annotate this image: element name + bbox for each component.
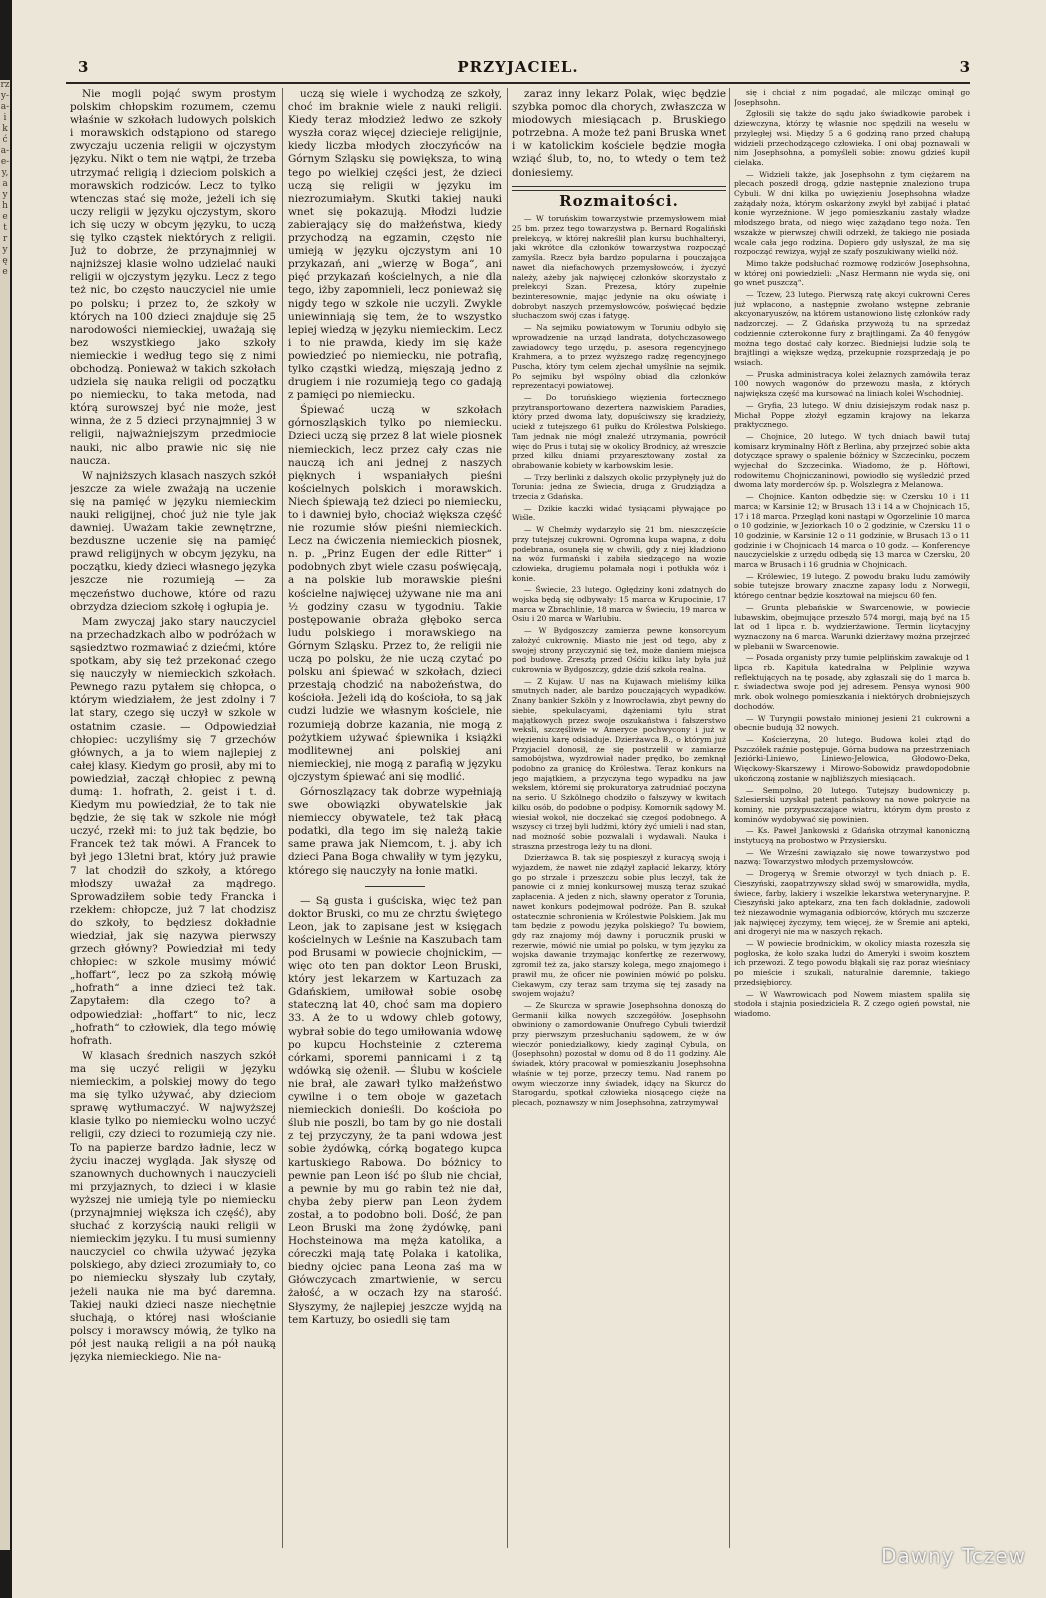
news-item: — Królewiec, 19 lutego. Z powodu braku ludu zamówiły sobie tutejsze browary znaczne zapasy lodu z Norwegii, którego centnar będzie kosztował na miejscu 60 fen. — [734, 571, 970, 601]
news-item: Zgłosili się także do sądu jako świadkowie parobek i dziewczyna, którzy tę własnie noc spędzili na weselu w przyległej wsi. Między 5 a 6 godziną rano przed chałupą widzieli przechodzącego człowieka. I oni obaj poznawali w nim Josephsohna, a pomyśleli sobie: znowu gdzieś kupił cielaka. — [734, 109, 970, 167]
column-1 — [70, 88, 276, 1548]
news-item: — Widzieli także, jak Josephsohn z tym ciężarem na plecach poszedł drogą, gdzie następnie znaleziono trupa Cybuli. W dni kilka po uwięzieniu Josephsohna władze zażądały noża, którym oskarżony zwykł był zabijać i płatać konie wyrzeźnione. W jego pomieszkaniu zastały władze młodszego brata, od niego więc zażądano tego noża. Ten wszakże w pierwszej chwili odrzekł, że takiego nie posiada wcale cała jego rodzina. Dopiero gdy usłyszał, że ma się rozpocząć rewizya, wyjął ze szafy poszukiwany wielki nóż. — [734, 169, 970, 257]
article-paragraph: Mam zwyczaj jako stary nauczyciel na przechadzkach albo w podróżach w sąsiedztwo rozmawiać z dziećmi, które spotkam, aby się też przekonać czego się nauczyły w niemieckich szkołach. Pewnego razu pytałem się chłopca, o którym wiedziałem, że jest zdolny i 7 lat stary, czego się uczył w szkole w ostatnim czasie. — Odpowiedział chłopiec: uczyliśmy się 7 grzechów głównych, a ja to wiem najlepiej z całej klasy. Kiedym go prosił, aby mi to powiedział, zaczął chłopiec z pewną dumą: 1. hofrath, 2. geist i t. d. Kiedym mu powiedział, że to tak nie będzie, że się tak w szkole nie mógł uczyć, rzekł mi: to już tak będzie, bo Francek też tak mówi. A Francek to był jego 13letni brat, który już prawie 7 lat chodził do szkoły, a którego młodszy uważał za mądrego. Sprowadziłem sobie tedy Francka i rzekłem: chłopcze, już 7 lat chodzisz do szkoły, to będziesz dokładnie wiedział, jak się nazywa pierwszy grzech główny? Powiedział mi tedy chłopiec: w szkole musimy mówić „hoffart“, lecz po za szkołą mówię „hofrath“ a inne dzieci też tak. Zapytałem: dla czego to? a odpowiedział: „hoffart“ to nic, lecz „hofrath“ to człowiek, dla tego mówię hofrath. — [70, 615, 276, 1047]
news-item: — We Wrześni zawiązało się nowe towarzystwo pod nazwą: Towarzystwo młodych przemysłowców. — [734, 847, 970, 867]
news-item: — Posada organisty przy tumie pelplińskim zawakuje od 1 lipca rb. Kapituła katedralna w Pelplinie wzywa reflektujących na tę posadę, aby zgłaszali się do 1 marca b. r. świadectwa swoje pod jej adresem. Pensya wynosi 900 mrk. obok wolnego pomieszkania i niektórych drobniejszych dochodów. — [734, 653, 970, 711]
column-divider — [729, 88, 730, 1548]
page-header — [66, 58, 970, 80]
news-item: — Chojnice, 20 lutego. W tych dniach bawił tutaj komisarz kryminalny Höft z Berlina, aby przejrzeć sobie akta dotyczące sprawy o spalenie bóżnicy w Szczecinku, poczem wyjechał do Szczecinka. Wiadomo, że p. Höftowi, rodowitemu Chojniczaninowi, powiodło się wyśledzić przed dwoma laty morderców śp. p. Wolszlegra z Melanowa. — [734, 431, 970, 490]
news-item: — Na sejmiku powiatowym w Toruniu odbyło się wprowadzenie na urząd landrata, dotychczasowego zawiadowcy tego urzędu, p. asesora regencyjnego Krahmera, a to przez wyższego radzę regencyjnego Puscha, który tym celem zjechał umyślnie na sejmik. Po sejmiku był wspólny obiad dla członków reprezentacyi powiatowej. — [512, 323, 726, 391]
news-item: się i chciał z nim pogadać, ale milcząc ominął go Josephsohn. — [734, 88, 970, 107]
column-3 — [512, 88, 726, 1548]
news-item: — Do toruńskiego więzienia fortecznego przytransportowano dezertera nazwiskiem Paradies, który przed dwoma laty, dopuściwszy się kradzieży, uciekł z tutejszego 61 pułku do Królestwa Polskiego. Tam jednak nie mógł znaleźć utrzymania, powrócił więc do Prus i tutaj się w okolicy Brodnicy, aż wreszcie przed kilku dniami przyaresztowany został za obrabowanie kobiety w karbowskim lesie. — [512, 393, 726, 470]
section-rule — [512, 186, 726, 191]
news-item: — Trzy berlinki z dalszych okolic przypłynęły już do Torunia: jedna ze Świecia, druga z Grudziądza a trzecia z Gdańska. — [512, 472, 726, 502]
news-item: — W Turyngii powstało minionej jesieni 21 cukrowni a obecnie budują 32 nowych. — [734, 713, 970, 733]
news-item: — Są gusta i guściska, więc też pan doktor Bruski, co mu ze chrztu świętego Leon, jak to zapisane jest w księgach kościelnych w Leśnie na Kaszubach tam pod Brusami w powiecie chojnickim, — więc oto ten pan doktor Leon Bruski, który jest lekarzem w Kartuzach za Gdańskiem, umiłował sobie osobę stateczną lat 40, choć sam ma dopiero 33. A że to u wdowy chleb gotowy, wybrał sobie do tego umiłowania wdowę po kupcu Hochsteinie z czterema córkami, sporemi pannicami i z tą wdówką się ożenił. — Ślubu w kościele nie brał, ale zawarł tylko małżeństwo cywilne i o tem oboje w gazetach niemieckich donieśli. Do kościoła po ślub nie poszli, bo tam by go nie dostali z tej przyczyny, że ta pani wdowa jest sobie żydówką, córką bogatego kupca kartuskiego Rabowa. Do bóżnicy to pewnie pan Leon iść po ślub nie chciał, a pewnie by mu go rabin też nie dał, chyba żeby pierw pan Leon żydem został, a to podobno boli. Dość, że pan Leon Bruski ma żonę żydówkę, pani Hochsteinowa ma męża katolika, a córeczki mają tatę Polaka i katolika, biedny ojciec pana Leona zaś ma w Główczycach zmartwienie, w sercu żałość, a w oczach łzy na starość. Słyszymy, że najlepiej jeszcze wyjdą na tem Kartuzy, bo osiedli się tam — [288, 894, 502, 1326]
article-paragraph: Śpiewać uczą w szkołach górnoszląskich tylko po niemiecku. Dzieci uczą się przez 8 lat wiele piosnek niemieckich, lecz przez cały czas nie nauczą ich ani jednej z naszych pięknych i wspaniałych pieśni kościelnych polskich i morawskich. Niech śpiewają też dzieci po niemiecku, to i dawniej było, chociaż większa część nie rozumie słów pieśni niemieckich. Lecz na ćwiczenia niemieckich piosnek, n. p. „Prinz Eugen der edle Ritter“ i podobnych zbyt wiele czasu poświęcają, a na polskie lub morawskie pieśni kościelne najwięcej używane nie ma ani ½ godziny czasu w tygodniu. Takie postępowanie obraża głęboko serca ludu polskiego i morawskiego na Górnym Szląsku. Przez to, że religii nie uczą po polsku, że nie uczą czytać po polsku ani śpiewać w szkołach, dzieci przestają chodzić na nabożeństwa, do kościoła. Jeżeli idą do kościoła, to są jak cudzi ludzie we własnym kościele, nie rozumieją dobrze kazania, nie mogą z pożytkiem używać śpiewnika i książki modlitewnej ani polskiej ani niemieckiej, nie mogą z parafią w języku ojczystym śpiewać ani się modlić. — [288, 404, 502, 783]
news-item: — W Wawrowicach pod Nowem miastem spaliła się stodoła i stajnia posiedziciela R. Z czego ogień powstał, nie wiadomo. — [734, 989, 970, 1018]
section-title: Rozmaitości. — [559, 191, 679, 210]
news-item: — W toruńskim towarzystwie przemysłowem miał 25 bm. przez tego towarzystwa p. Bernard Rogaliński prelekcyą, w której nakreślił plan kursu buchhalteryi, jaki wkrótce dla członków towarzystwa rozpocząć zamyśla. Rzecz była bardzo popularna i pouczająca nawet dla niefachowych przemysłowców, i życzyć należy, ażeby jak najwięcej członków skorzystało z prelekcyi Szan. Prezesa, który zupełnie bezinteresownie, mając jedynie na oku oświatę i dobrobyt naszych przemysłowców, poświęcać będzie słuchaczom swój czas i fatygę. — [512, 214, 726, 321]
news-item: — Gryfia, 23 lutego. W dniu dzisiejszym rodak nasz p. Michał Poppe złożył egzamin krajowy na lekarza praktycznego. — [734, 400, 970, 430]
column-4 — [734, 88, 970, 1548]
news-item: — W Bydgoszczy zamierza pewne konsorcyum założyć cukrownię. Miasto nie jest od tego, aby z swojej strony przyczynić się też, może daniem miejsca pod budowę. Zresztą przed Ośćiu kilku laty była już cukrownia w Bydgoszczy, gdzie dziś szkoła realna. — [512, 626, 726, 674]
news-item: Dzierżawca B. tak się pospieszył z kuracyą swoją i wyjazdem, że nawet nie zdążył zapłacić lekarzy, który go po strzale i przeszczu sobie plus leczył, tak że panowie ci z mniej konkursowej muszą teraz szukać zapłacenia. A jeden z nich, sławny operator z Torunia, nawet konkurs podejmował podróże. Pan B. szukał ostatecznie schronienia w Królestwie Polskiem. Jak mu tam będzie z powodu języka polskiego? Tu bowiem, gdy raz znajomy mój dawny i porucznik pruski w rezerwie, mówić nie umiał po polsku, w tym języku za wojska dawanie trzymając konfertkę ze rezerwowy, zgromił też za, jako starszy kolega, mego znajomego i prawił mu, że oficer nie powinien mówić po polsku. Ciekawym, czy teraz sam trzyma się tej zasady na swojem wojażu? — [512, 853, 726, 999]
previous-page-edge: rz y- a- i k ć a- e- y, a y h e t r y ę e — [0, 80, 10, 1550]
news-item: — Drogeryą w Śremie otworzył w tych dniach p. E. Cieszyński, zaopatrzywszy skład swój w smarowidła, mydła, świece, farby, lakiery i wszelkie lekarstwa weterynaryjne. P. Cieszyński jako aptekarz, zna ten fach dokładnie, zadowoli też niezawodnie wymagania odbiorców, których mu szczerze jak najwięcej życzymy, tem więcej, że w Śremie ani apteki, ani drogeryi nie ma w naszych rękach. — [734, 869, 970, 937]
news-item: — Kościerzyna, 20 lutego. Budowa kolei ztąd do Pszczółek raźnie postępuje. Górna budowa na przestrzeniach Jeziórki-Liniewo, Liniewo-Jelowica, Głodowo-Deka, Więckowy-Skarszewy i Mirowo-Sobowidz prawdopodobnie ukończoną zostanie w najbliższych miesiącach. — [734, 735, 970, 783]
news-item: — Ze Skurcza w sprawie Josephsohna donoszą do Germanii kilka nowych szczegółów. Josephsohn obwiniony o zamordowanie Onufrego Cybuli twierdził przy pierwszym przesłuchaniu sądowem, że w ów wieczór poniedziałkowy, kiedy zaginął Cybula, on (Josephsohn) pozostał w domu od 8 do 11 godziny. Ale świadek, który pracował w pomieszkaniu Josephsohna właśnie w tej porze, przeczy temu. Nad ranem po owym wieczorze inny świadek, idący na Skurcz do Starogardu, spotkał człowieka niosącego cięże na plecach, poznawszy w nim Josephsohna, zatrzymywał — [512, 1000, 726, 1107]
article-paragraph: zaraz inny lekarz Polak, więc będzie szybka pomoc dla chorych, zwłaszcza w miodowych miesiącach p. Bruskiego potrzebna. A może też pani Bruska wnet i w katolickim kościele będzie mogła wziąć ślub, to, no, to wtedy o tem też doniesiemy. — [512, 88, 726, 179]
news-item: — Tczew, 23 lutego. Pierwszą ratę akcyi cukrowni Ceres już wpłacono, a następnie zwołano wstępne zebranie akcyonaryuszów, na którem ustanowiono listę członków rady nadzorczej. — Z Gdańska przywożą tu na sprzedaż codziennie czterokonne fury z brajtlingami. Za 40 fenygów można tego dostać cały korzec. Biedniejsi ludzie solą te brajtlingi a większe wędzą, przekupnie rozsprzedają je po wsiach. — [734, 290, 970, 367]
news-item: Mimo także podsłuchać rozmowę rodziców Josephsohna, w której oni powiedzieli: „Nasz Hermann nie wyda się, oni go wnet puszczą“. — [734, 258, 970, 288]
news-item: — W powiecie brodnickim, w okolicy miasta rozeszła się pogłoska, że koło szaka ludzi do Ameryki i swoim kosztem ich przewozi. Z tego powodu błąkali się raz poraz wieśniacy po mieście i szukali, naturalnie daremnie, takiego przedsiębiorcy. — [734, 939, 970, 987]
column-2 — [288, 88, 502, 1548]
watermark: Dawny Tczew — [881, 1544, 1026, 1568]
page-number-right: 3 — [959, 58, 970, 76]
column-divider — [282, 88, 283, 1548]
news-item: — Ks. Paweł Jankowski z Gdańska otrzymał kanoniczną instytucyą na probostwo w Przysiersku. — [734, 826, 970, 846]
news-item: — Sempolno, 20 lutego. Tutejszy budowniczy p. Szlesierski uzyskał patent pańskowy na nowe pokrycie na kominy, nie przypuszczające wiatru, którym dym prosto z kominów wydobywać się powinien. — [734, 785, 970, 824]
page-gutter — [0, 0, 12, 1598]
news-item: — W Chełmży wydarzyło się 21 bm. nieszczęście przy tutejszej cukrowni. Ogromna kupa wapna, z dołu podebrana, osunęła się w chwili, gdy z niej kładziono na wóz furmański i zabiła siedzącego na wozie człowieka, drugiemu połamała nogi i potłukła wóz i konie. — [512, 525, 726, 583]
article-paragraph: Górnoszlązacy tak dobrze wypełniają swe obowiązki obywatelskie jak niemieccy obywatele, też tak płacą podatki, dla tego im się należą takie same prawa jak Niemcom, t. j. aby ich dzieci Pana Boga chwaliły w tym języku, którego się nauczyły na łonie matki. — [288, 785, 502, 877]
article-paragraph: W klasach średnich naszych szkół ma się uczyć religii w języku niemieckim, a polskiej mowy do tego ma się tylko używać, aby dzieciom sprawę wytłumaczyć. W najwyższej klasie tylko po niemiecku wolno uczyć religii, czy dzieci to rozumieją czy nie. To na papierze bardzo ładnie, lecz w życiu inaczej wygląda. Jak słyszę od szanownych duchownych i nauczycieli mi przyjaznych, to dzieci i w klasie wyższej nie umieją tyle po niemiecku (przynajmniej większa ich część), aby słuchać z korzyścią nauki religii w niemieckim języku. I tu musi sumienny nauczyciel co chwila używać języka polskiego, aby dzieci zrozumiały to, co po niemiecku słyszały lub czytały, jeżeli nauka nie ma być daremna. Takiej nauki dzieci nasze niechętnie słuchają, o której nasi włościanie polscy i morawscy mówią, że tylko na pół jest nauką religii a na pół nauką języka niemieckiego. Nie na- — [70, 1049, 276, 1363]
header-rule — [66, 82, 970, 84]
news-item: — Pruska administracya kolei żelaznych zamówiła teraz 100 nowych wagonów do przewozu masła, z których największa część ma kursować na liniach kolei Wschodniej. — [734, 369, 970, 399]
news-item: — Chojnice. Kanton odbędzie się: w Czersku 10 i 11 marca; w Karsinie 12; w Brusach 13 i 14 a w Chojnicach 15, 17 i 18 marca. Przegląd koni nastąpi w Ogorzelinie 10 marca o 10 godzinie, w Jeziorkach 10 o 2 godzinie, w Czersku 11 o 10 godzinie, w Karsinie 12 o 11 godzinie, w Brusach 13 o 11 godzinie i w Chojnicach 14 marca o 10 godz. — Konferencye nauczycielskie z urzędu odbędą się 13 marca w Czersku, 20 marca w Brusach i 16 grudnia w Chojnicach. — [734, 492, 970, 570]
news-item: — Grunta plebańskie w Swarcenowie, w powiecie lubawskim, obejmujące przeszło 574 morgi, mają być na 15 lat od 1 lipca r. b. wydzierżawione. Termin licytacyjny wyznaczony na 6 marca. Warunki dzierżawy można przejrzeć w plebanii w Swarcenowie. — [734, 602, 970, 651]
news-item: — Świecie, 23 lutego. Ogłędziny koni zdatnych do wojska będą się odbywały: 15 marca w Krupocinie, 17 marca w Zbrachlinie, 18 marca w Świeciu, 19 marca w Osiu i 20 marca w Warlubiu. — [512, 585, 726, 624]
news-item: — Dzikie kaczki widać tysiącami pływające po Wiśle. — [512, 503, 726, 523]
column-divider — [507, 88, 508, 1548]
newspaper-title: PRZYJACIEL. — [457, 58, 579, 76]
separator-rule — [365, 886, 425, 887]
article-paragraph: uczą się wiele i wychodzą ze szkoły, choć im braknie wiele z nauki religii. Kiedy teraz młodzież ledwo ze szkoły wyszła coraz więcej dziecieje religijnie, kiedy liczba młodych złoczyńców na Górnym Szląsku się powiększa, to winą tego po wielkiej części jest, że dzieci uczą się religii w języku im niezrozumiałym. Skutki takiej nauki wnet się pokazują. Młodzi ludzie zabierający się do małżeństwa, kiedy przychodzą na egzamin, często nie umieją w języku ojczystym ani 10 przykazań, ani „wierzę w Boga“, ani pięć przykazań kościelnych, a nie dla tego, iżby zapomnieli, lecz ponieważ się nigdy tego w szkole nie uczyli. Zwykle uniewinniają się tem, że to wszystko lepiej wiedzą w języku niemieckim. Lecz i to nie prawda, kiedy im się każe powiedzieć po niemiecku, nie potrafią, tylko cząstki wiedzą, mięszają jedno z drugiem i nie rozumieją tego co gadają z pamięci po niemiecku. — [288, 88, 502, 402]
article-paragraph: W najniższych klasach naszych szkół jeszcze za wiele zważają na uczenie się na pamięć w języku niemieckim nauki religijnej, choć już nie tyle jak dawniej. Uważam takie zewnętrzne, bezduszne uczenie się na pamięć prawd religijnych w obcym języku, na początku, kiedy dzieci własnego języka jeszcze nie rozumieją — za męczeństwo duchowe, które od razu obrzydza dzieciom szkołę i ogłupia je. — [70, 469, 276, 613]
news-item: — Z Kujaw. U nas na Kujawach mieliśmy kilka smutnych nader, ale bardzo pouczających wypadków. Znany bankier Szköln y z Inowrocławia, zbyt pewny do siebie, spekulacyami, dążeniami tylu strat majątkowych przez swoje oszukaństwa i fałszerstwo weksli, szczęśliwie w Ameryce pochwycony i już w więzieniu karę odsiaduje. Dzierżawca B., o którym już Przyjaciel donosił, że się postrzelił w zamiarze samobójstwa, wyzdrowiał nader prędko, bo zemknął podobno za granicę do Królestwa. Teraz konkurs na jego majątkiem, a przyczyna tego wypadku na jaw wekslem, któremi się prokuratorya zatrudniać poczyna na serio. U Szkölnego chodziło o fałszywy w kwitach kilku osób, do podobne o podpisy. Komornik sądowy M. wiesiał wokoł, nie doczekać się czegoś podobnego. A wszyscy ci trzej byli ludźmi, który żyć umieli i nad stan, nad możność sobie pozwalali i wydawali. Nauka i straszna przestroga leży tu na dłoni. — [512, 676, 726, 851]
page-number-left: 3 — [78, 58, 89, 76]
article-paragraph: Nie mogli pojąć swym prostym polskim chłopskim rozumem, czemu właśnie w szkołach ludowych polskich i morawskich odstąpiono od starego zwyczaju uczenia religii w ojczystym języku. Nikt o tem nie wątpi, że trzeba utrzymać religią i dzieciom polskich a morawskich rodziców. Lecz to tylko wtenczas stać się może, jeżeli ich się uczy religii w języku ojczystym, skoro ich się uczy w obcym języku, to uczą się tylko cząstek niektórych z religii. Już to dobrze, że przynajmniej w najniższej klasie wolno udzielać nauki religii w ojczystym języku. Lecz z tego też nic, bo często nauczyciel nie umie po polsku; i przez to, że szkoły w których na 100 dzieci znajduje się 25 narodowości niemieckiej, uważają się bez wszystkiego jako szkoły niemieckie i według tego się z nimi obchodzą. Ponieważ w takich szkołach udziela się nauka religii od początku po niemiecku, to taka metoda, nad którą surowszej być nie może, jest winna, że z 5 dzieci przynajmniej 3 w religii, najważniejszym przedmiocie nauki, nic albo prawie nic się nie naucza. — [70, 88, 276, 467]
